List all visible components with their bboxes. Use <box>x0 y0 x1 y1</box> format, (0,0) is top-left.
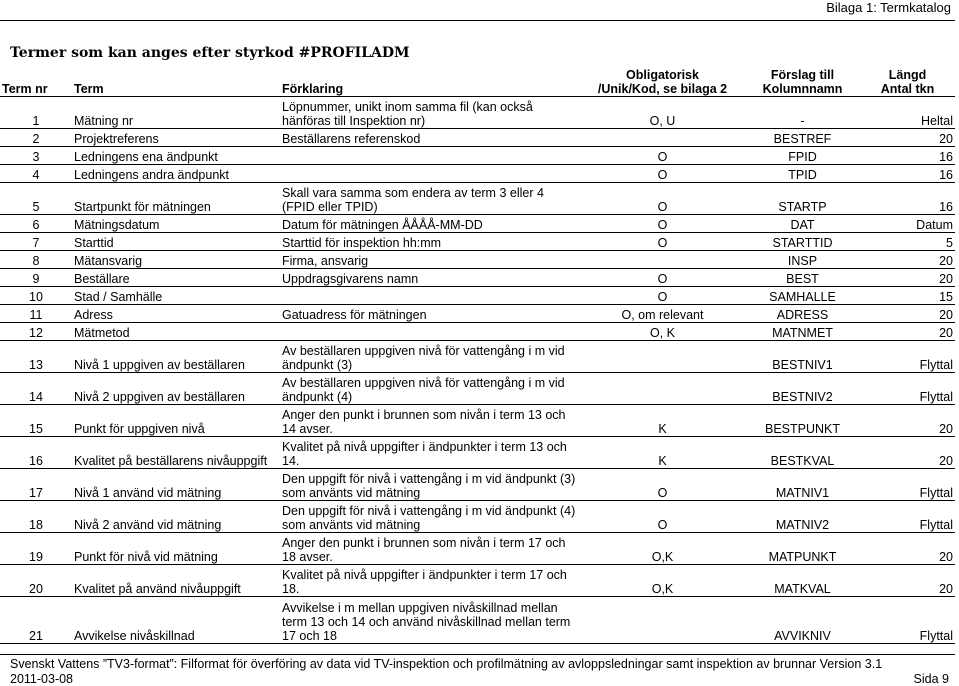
term-cell: Nivå 1 uppgiven av beställaren <box>72 341 280 373</box>
obligatorisk-cell: O, om relevant <box>580 305 745 323</box>
term-nr-cell: 15 <box>0 405 72 437</box>
forklaring-cell: Den uppgift för nivå i vattengång i m vid ändpunkt (3) som använts vid mätning <box>280 469 580 501</box>
term-nr-cell: 17 <box>0 469 72 501</box>
langd-cell: 20 <box>860 533 955 565</box>
attachment-label: Bilaga 1: Termkatalog <box>826 0 951 15</box>
forklaring-cell: Avvikelse i m mellan uppgiven nivåskillnad mellan term 13 och 14 och använd nivåskillnad mellan term 17 och 18 <box>280 597 580 644</box>
term-nr-cell: 20 <box>0 565 72 597</box>
kolumnnamn-cell: - <box>745 97 860 129</box>
term-nr-cell: 16 <box>0 437 72 469</box>
page-footer <box>0 654 955 686</box>
langd-cell: 16 <box>860 147 955 165</box>
term-cell: Kvalitet på beställarens nivåuppgift <box>72 437 280 469</box>
footer-date: 2011-03-08 <box>10 672 74 686</box>
forklaring-cell <box>280 287 580 305</box>
forklaring-cell: Beställarens referenskod <box>280 129 580 147</box>
header-langd-line2: Antal tkn <box>880 82 935 96</box>
term-cell: Stad / Samhälle <box>72 287 280 305</box>
forklaring-cell <box>280 165 580 183</box>
table-row <box>0 469 955 501</box>
obligatorisk-cell <box>580 341 745 373</box>
term-cell: Punkt för nivå vid mätning <box>72 533 280 565</box>
term-cell: Punkt för uppgiven nivå <box>72 405 280 437</box>
kolumnnamn-cell: TPID <box>745 165 860 183</box>
forklaring-cell: Anger den punkt i brunnen som nivån i term 17 och 18 avser. <box>280 533 580 565</box>
header-divider <box>0 20 955 21</box>
kolumnnamn-cell: BEST <box>745 269 860 287</box>
langd-cell: 20 <box>860 565 955 597</box>
obligatorisk-cell: O <box>580 147 745 165</box>
forklaring-cell: Kvalitet på nivå uppgifter i ändpunkter i term 13 och 14. <box>280 437 580 469</box>
forklaring-cell: Starttid för inspektion hh:mm <box>280 233 580 251</box>
langd-cell: 16 <box>860 183 955 215</box>
table-row <box>0 165 955 183</box>
obligatorisk-cell: O,K <box>580 533 745 565</box>
header-kolumnnamn-line1: Förslag till <box>770 68 835 82</box>
obligatorisk-cell: O <box>580 215 745 233</box>
kolumnnamn-cell: MATNIV1 <box>745 469 860 501</box>
table-row <box>0 565 955 597</box>
table-row <box>0 597 955 644</box>
term-cell: Nivå 1 använd vid mätning <box>72 469 280 501</box>
term-cell: Nivå 2 använd vid mätning <box>72 501 280 533</box>
table-row <box>0 183 955 215</box>
term-cell: Mätmetod <box>72 323 280 341</box>
table-row <box>0 405 955 437</box>
table-row <box>0 323 955 341</box>
forklaring-cell: Löpnummer, unikt inom samma fil (kan också hänföras till Inspektion nr) <box>280 97 580 129</box>
header-term-nr: Term nr <box>0 64 72 97</box>
obligatorisk-cell: O <box>580 269 745 287</box>
obligatorisk-cell: K <box>580 405 745 437</box>
table-row <box>0 341 955 373</box>
obligatorisk-cell <box>580 251 745 269</box>
term-table <box>0 64 955 644</box>
kolumnnamn-cell: DAT <box>745 215 860 233</box>
langd-cell: 20 <box>860 323 955 341</box>
table-header-row <box>0 64 955 97</box>
table-row <box>0 233 955 251</box>
langd-cell: 20 <box>860 251 955 269</box>
kolumnnamn-cell: MATKVAL <box>745 565 860 597</box>
forklaring-cell: Kvalitet på nivå uppgifter i ändpunkter i term 17 och 18. <box>280 565 580 597</box>
header-obligatorisk <box>580 64 745 97</box>
header-langd <box>860 64 955 97</box>
term-cell: Starttid <box>72 233 280 251</box>
obligatorisk-cell: O <box>580 469 745 501</box>
term-cell: Ledningens ena ändpunkt <box>72 147 280 165</box>
term-cell: Adress <box>72 305 280 323</box>
table-row <box>0 251 955 269</box>
langd-cell: Flyttal <box>860 469 955 501</box>
term-cell: Avvikelse nivåskillnad <box>72 597 280 644</box>
forklaring-cell: Gatuadress för mätningen <box>280 305 580 323</box>
header-kolumnnamn <box>745 64 860 97</box>
kolumnnamn-cell: SAMHALLE <box>745 287 860 305</box>
obligatorisk-cell: K <box>580 437 745 469</box>
term-nr-cell: 13 <box>0 341 72 373</box>
obligatorisk-cell: O <box>580 165 745 183</box>
forklaring-cell: Firma, ansvarig <box>280 251 580 269</box>
table-row <box>0 305 955 323</box>
langd-cell: 20 <box>860 269 955 287</box>
term-nr-cell: 3 <box>0 147 72 165</box>
table-row <box>0 533 955 565</box>
table-row <box>0 147 955 165</box>
langd-cell: Flyttal <box>860 501 955 533</box>
table-row <box>0 373 955 405</box>
term-nr-cell: 1 <box>0 97 72 129</box>
term-nr-cell: 6 <box>0 215 72 233</box>
kolumnnamn-cell: BESTKVAL <box>745 437 860 469</box>
forklaring-cell: Av beställaren uppgiven nivå för vattengång i m vid ändpunkt (3) <box>280 341 580 373</box>
langd-cell: Flyttal <box>860 597 955 644</box>
kolumnnamn-cell: AVVIKNIV <box>745 597 860 644</box>
header-term: Term <box>72 64 280 97</box>
langd-cell: 15 <box>860 287 955 305</box>
term-cell: Mätningsdatum <box>72 215 280 233</box>
kolumnnamn-cell: STARTP <box>745 183 860 215</box>
section-title: Termer som kan anges efter styrkod #PROFILADM <box>10 45 410 61</box>
term-cell: Projektreferens <box>72 129 280 147</box>
kolumnnamn-cell: INSP <box>745 251 860 269</box>
term-cell: Startpunkt för mätningen <box>72 183 280 215</box>
obligatorisk-cell: O <box>580 233 745 251</box>
forklaring-cell: Uppdragsgivarens namn <box>280 269 580 287</box>
header-obligatorisk-line2: /Unik/Kod, se bilaga 2 <box>597 82 728 96</box>
forklaring-cell: Datum för mätningen ÅÅÅÅ-MM-DD <box>280 215 580 233</box>
obligatorisk-cell: O <box>580 183 745 215</box>
term-nr-cell: 2 <box>0 129 72 147</box>
term-nr-cell: 12 <box>0 323 72 341</box>
term-nr-cell: 21 <box>0 597 72 644</box>
langd-cell: Flyttal <box>860 341 955 373</box>
obligatorisk-cell <box>580 373 745 405</box>
term-nr-cell: 19 <box>0 533 72 565</box>
header-kolumnnamn-line2: Kolumnnamn <box>762 82 843 96</box>
langd-cell: Flyttal <box>860 373 955 405</box>
table-row <box>0 501 955 533</box>
kolumnnamn-cell: STARTTID <box>745 233 860 251</box>
footer-document-title: Svenskt Vattens ”TV3-format”: Filformat för överföring av data vid TV-inspektion och profilmätning av avloppsledningar samt inspektion av brunnar Version 3.1 <box>10 657 883 671</box>
term-cell: Mätansvarig <box>72 251 280 269</box>
forklaring-cell <box>280 147 580 165</box>
kolumnnamn-cell: FPID <box>745 147 860 165</box>
langd-cell: 20 <box>860 129 955 147</box>
term-nr-cell: 18 <box>0 501 72 533</box>
term-nr-cell: 9 <box>0 269 72 287</box>
term-cell: Kvalitet på använd nivåuppgift <box>72 565 280 597</box>
kolumnnamn-cell: BESTPUNKT <box>745 405 860 437</box>
langd-cell: 5 <box>860 233 955 251</box>
obligatorisk-cell: O, K <box>580 323 745 341</box>
footer-page-number: Sida 9 <box>913 672 949 686</box>
forklaring-cell: Anger den punkt i brunnen som nivån i term 13 och 14 avser. <box>280 405 580 437</box>
term-cell: Ledningens andra ändpunkt <box>72 165 280 183</box>
forklaring-cell: Av beställaren uppgiven nivå för vattengång i m vid ändpunkt (4) <box>280 373 580 405</box>
obligatorisk-cell: O <box>580 501 745 533</box>
obligatorisk-cell: O,K <box>580 565 745 597</box>
obligatorisk-cell: O, U <box>580 97 745 129</box>
forklaring-cell: Skall vara samma som endera av term 3 eller 4 (FPID eller TPID) <box>280 183 580 215</box>
obligatorisk-cell: O <box>580 287 745 305</box>
forklaring-cell <box>280 323 580 341</box>
term-cell: Nivå 2 uppgiven av beställaren <box>72 373 280 405</box>
term-nr-cell: 8 <box>0 251 72 269</box>
term-nr-cell: 5 <box>0 183 72 215</box>
header-obligatorisk-line1: Obligatorisk <box>626 68 699 82</box>
header-langd-line1: Längd <box>888 68 927 82</box>
header-forklaring: Förklaring <box>280 64 580 97</box>
kolumnnamn-cell: BESTNIV2 <box>745 373 860 405</box>
term-nr-cell: 14 <box>0 373 72 405</box>
obligatorisk-cell <box>580 597 745 644</box>
langd-cell: 20 <box>860 437 955 469</box>
term-nr-cell: 10 <box>0 287 72 305</box>
langd-cell: 20 <box>860 405 955 437</box>
term-nr-cell: 11 <box>0 305 72 323</box>
kolumnnamn-cell: MATNIV2 <box>745 501 860 533</box>
kolumnnamn-cell: ADRESS <box>745 305 860 323</box>
obligatorisk-cell <box>580 129 745 147</box>
table-row <box>0 269 955 287</box>
kolumnnamn-cell: MATPUNKT <box>745 533 860 565</box>
kolumnnamn-cell: BESTNIV1 <box>745 341 860 373</box>
table-row <box>0 437 955 469</box>
term-nr-cell: 7 <box>0 233 72 251</box>
kolumnnamn-cell: MATNMET <box>745 323 860 341</box>
term-nr-cell: 4 <box>0 165 72 183</box>
langd-cell: 20 <box>860 305 955 323</box>
langd-cell: Heltal <box>860 97 955 129</box>
langd-cell: Datum <box>860 215 955 233</box>
term-cell: Mätning nr <box>72 97 280 129</box>
term-cell: Beställare <box>72 269 280 287</box>
table-row <box>0 129 955 147</box>
table-row <box>0 287 955 305</box>
table-row <box>0 97 955 129</box>
langd-cell: 16 <box>860 165 955 183</box>
table-row <box>0 215 955 233</box>
forklaring-cell: Den uppgift för nivå i vattengång i m vid ändpunkt (4) som använts vid mätning <box>280 501 580 533</box>
kolumnnamn-cell: BESTREF <box>745 129 860 147</box>
